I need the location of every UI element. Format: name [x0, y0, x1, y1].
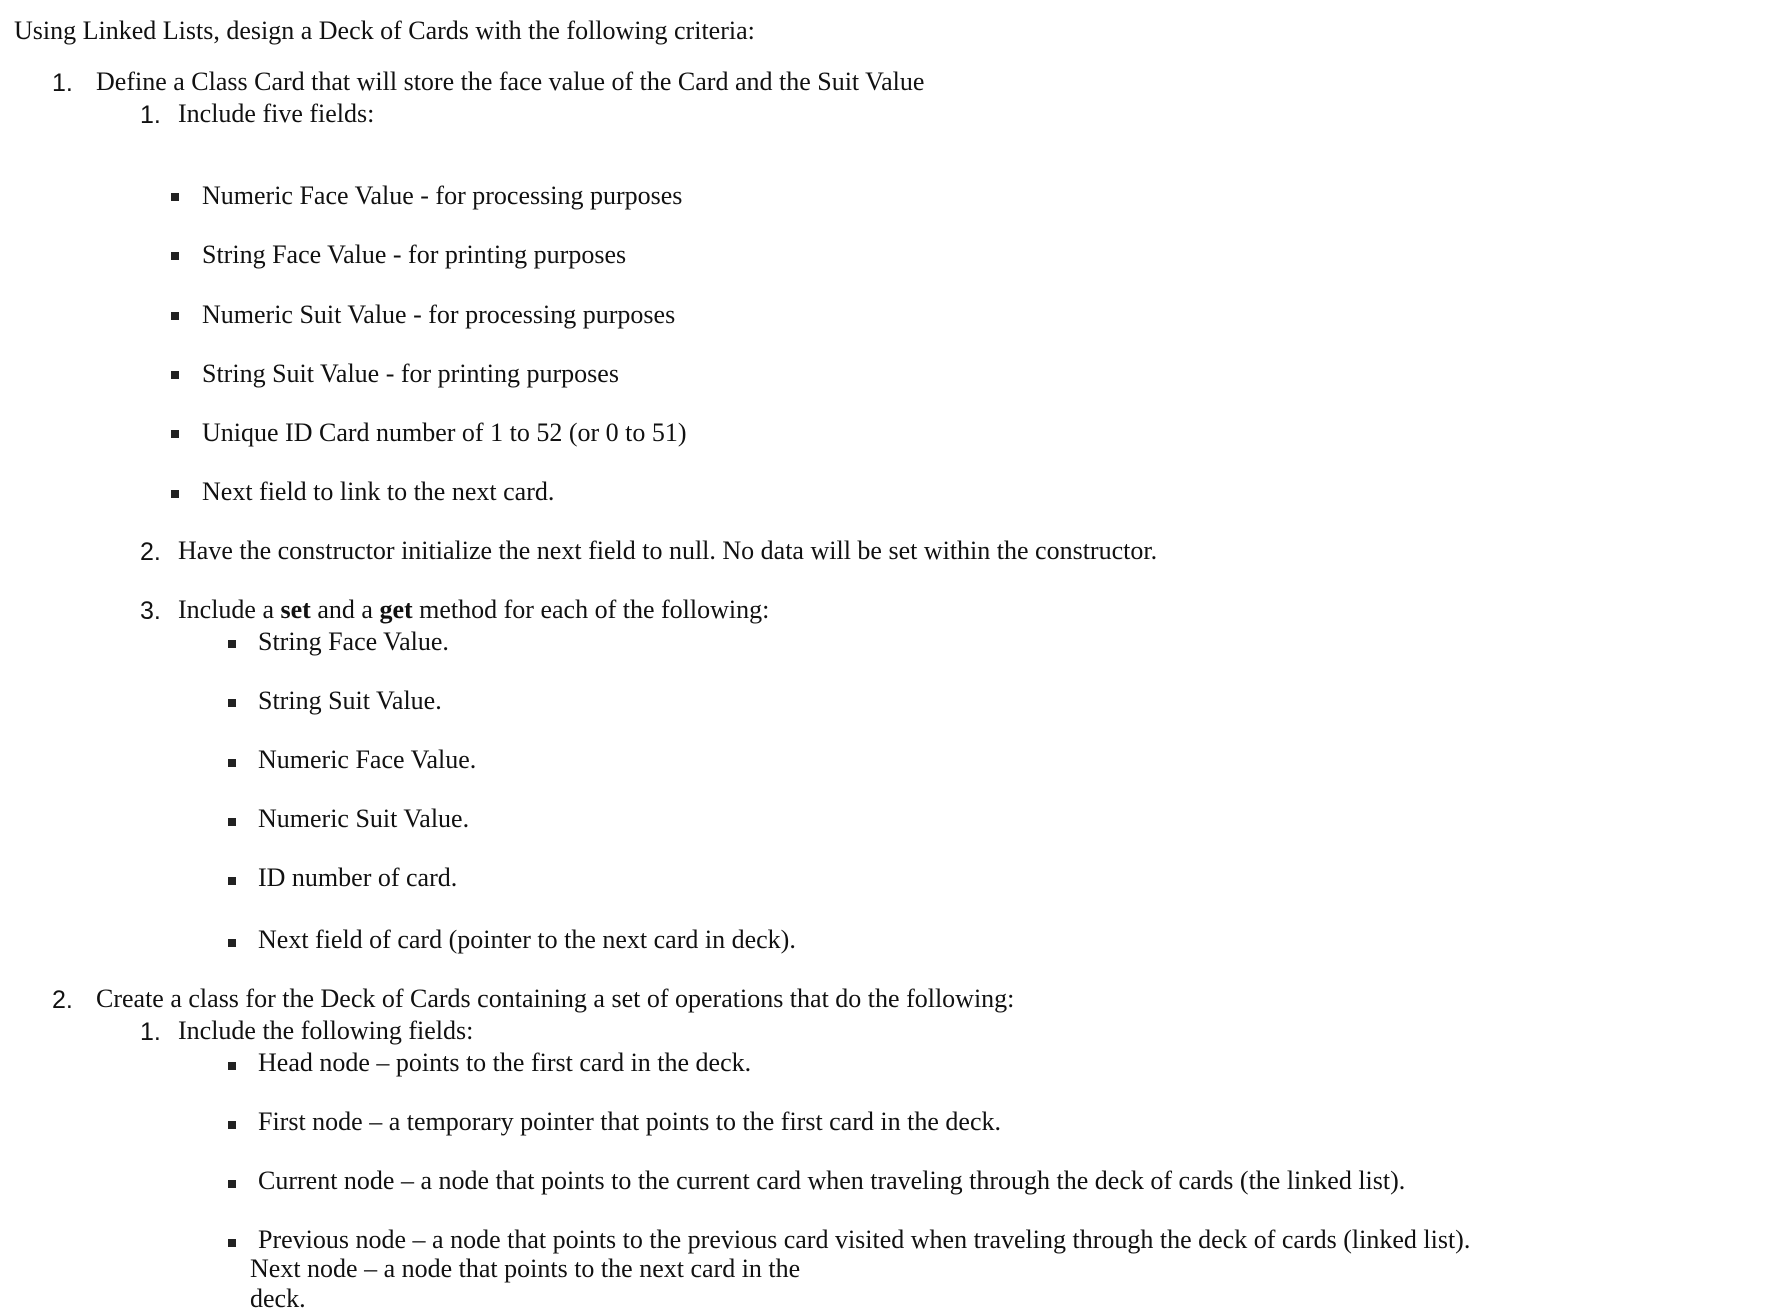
subitem-number: 3.: [140, 597, 161, 625]
bullet-icon: [171, 430, 179, 438]
bullet-icon: [228, 759, 236, 767]
bullet-icon: [171, 252, 179, 260]
list-item: Numeric Face Value - for processing purposes: [202, 181, 683, 210]
list-item: Current node – a node that points to the current card when traveling through the deck of cards (the linked list).: [258, 1166, 1406, 1195]
list-item: Unique ID Card number of 1 to 52 (or 0 to 51): [202, 418, 687, 447]
item-text: Create a class for the Deck of Cards containing a set of operations that do the following:: [96, 984, 1015, 1013]
bullet-icon: [228, 1062, 236, 1070]
intro-text: Using Linked Lists, design a Deck of Cards with the following criteria:: [14, 16, 755, 45]
item-text: Define a Class Card that will store the face value of the Card and the Suit Value: [96, 67, 925, 96]
bullet-icon: [171, 312, 179, 320]
list-item: ID number of card.: [258, 863, 458, 892]
bullet-icon: [228, 640, 236, 648]
list-item: String Face Value.: [258, 627, 449, 656]
list-item: Next field of card (pointer to the next card in deck).: [258, 925, 796, 954]
list-item: First node – a temporary pointer that points to the first card in the deck.: [258, 1107, 1001, 1136]
list-item: String Suit Value - for printing purposes: [202, 359, 619, 388]
list-item: Previous node – a node that points to the previous card visited when traveling through the deck of cards (linked list).: [258, 1225, 1471, 1254]
list-item: String Face Value - for printing purposes: [202, 240, 627, 269]
subitem-number: 1.: [140, 1018, 161, 1046]
bullet-icon: [228, 1180, 236, 1188]
list-item: Next node – a node that points to the next card in the deck.: [250, 1254, 801, 1313]
list-item: Numeric Face Value.: [258, 745, 477, 774]
cutoff-list-item: [250, 1254, 830, 1313]
item-number: 2.: [52, 986, 73, 1014]
subitem-text: Include five fields:: [178, 99, 375, 128]
list-item: Head node – points to the first card in the deck.: [258, 1048, 752, 1077]
subitem-text: Include the following fields:: [178, 1016, 474, 1045]
subitem-text: Have the constructor initialize the next field to null. No data will be set within the constructor.: [178, 536, 1158, 565]
subitem-number: 1.: [140, 101, 161, 129]
list-item: Numeric Suit Value - for processing purposes: [202, 300, 676, 329]
subitem-text: Include a set and a get method for each of the following:: [178, 595, 770, 624]
bullet-icon: [228, 818, 236, 826]
bullet-icon: [228, 877, 236, 885]
list-item: Numeric Suit Value.: [258, 804, 470, 833]
bullet-icon: [228, 939, 236, 947]
list-item: String Suit Value.: [258, 686, 442, 715]
item-number: 1.: [52, 69, 73, 97]
bullet-icon: [171, 371, 179, 379]
bullet-icon: [228, 699, 236, 707]
bullet-icon: [228, 1121, 236, 1129]
bullet-icon: [171, 193, 179, 201]
list-item: Next field to link to the next card.: [202, 477, 555, 506]
subitem-number: 2.: [140, 538, 161, 566]
bullet-icon: [228, 1239, 236, 1247]
bullet-icon: [171, 490, 179, 498]
